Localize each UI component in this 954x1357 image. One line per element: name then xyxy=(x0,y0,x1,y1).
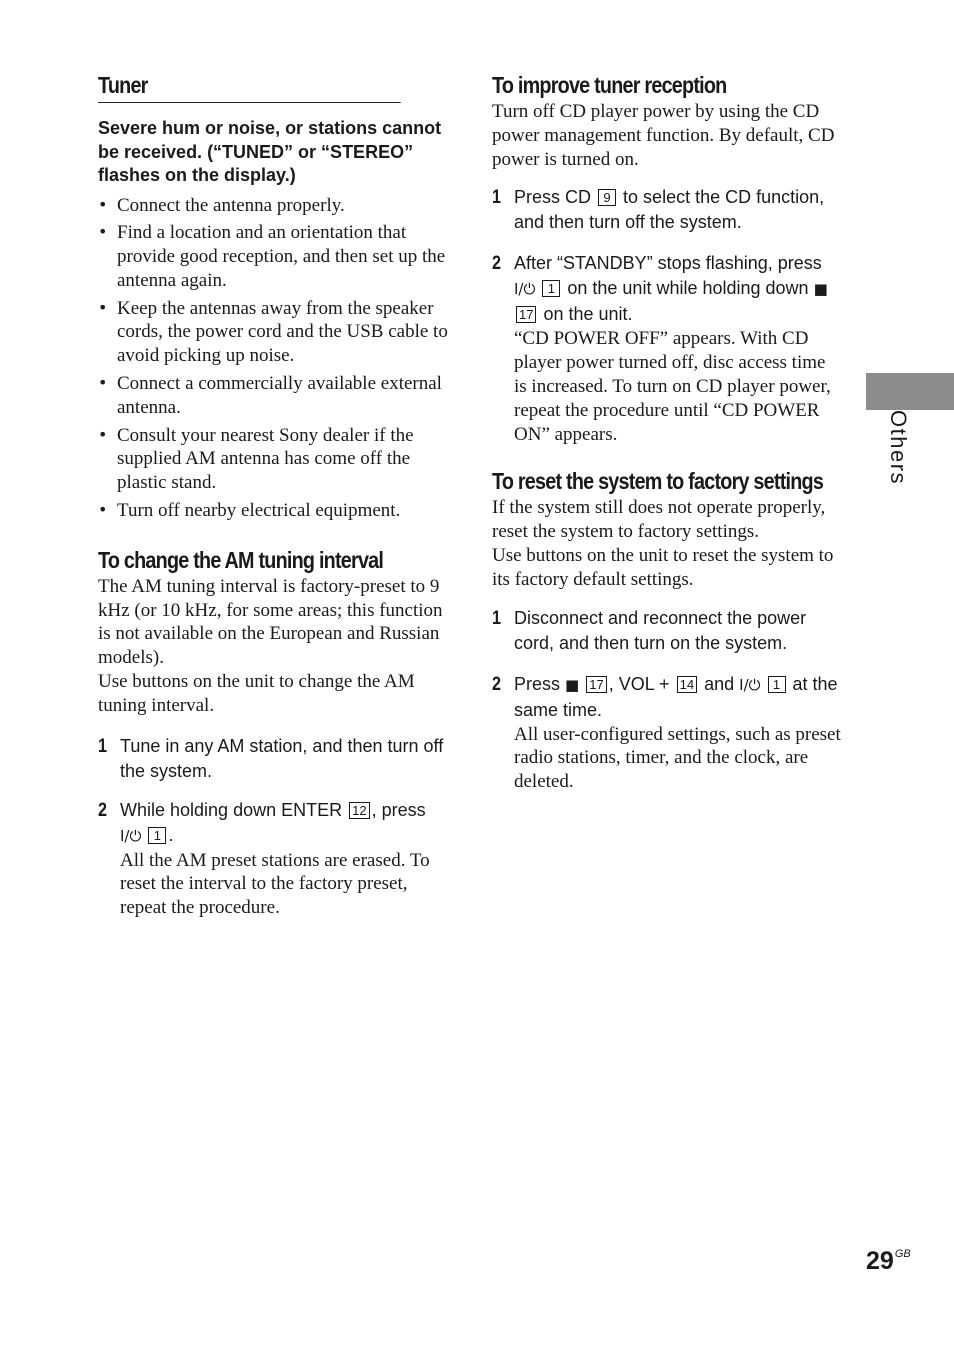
power-icon: I/⏻ xyxy=(120,826,142,845)
reception-intro: Turn off CD player power by using the CD power management function. By default, CD power is turned on. xyxy=(492,101,835,170)
left-column xyxy=(98,70,450,920)
page-number: $29^{GB}$ xyxy=(866,1247,911,1275)
factory-intro: If the system still does not operate properly, reset the system to factory settings. xyxy=(492,497,826,543)
am-step-2 xyxy=(98,798,450,920)
stop-icon: ■ xyxy=(813,280,828,299)
step-number: 2 xyxy=(98,799,107,821)
step-text: After “STANDBY” stops flashing, press I/⏻ 1 on the unit while holding down ■ 17 on the unit. xyxy=(514,253,828,325)
list-item: • Keep the antennas away from the speaker cords, the power cord and the USB cable to avoid picking up noise. xyxy=(98,297,448,367)
step-text: While holding down ENTER 12 , press I/⏻ 1 . xyxy=(120,799,426,845)
bullet-icon: • xyxy=(98,194,108,214)
step-number: 2 xyxy=(492,253,501,275)
step-result: All user-configured settings, such as preset radio stations, timer, and the clock, are deleted. xyxy=(514,723,841,793)
cd-key-badge: 9 xyxy=(598,189,616,206)
power-key-badge: 1 xyxy=(148,827,166,844)
tuner-heading: Tuner xyxy=(98,70,401,103)
stop-icon: ■ xyxy=(565,675,580,694)
step-number: 1 xyxy=(492,607,501,629)
am-interval-heading: To change the AM tuning interval xyxy=(98,546,384,573)
reception-step-2 xyxy=(492,251,842,446)
step-result: All the AM preset stations are erased. To reset the interval to the factory preset, repeat the procedure. xyxy=(120,849,430,919)
factory-reset-heading: To reset the system to factory settings xyxy=(492,468,824,495)
enter-key-badge: 12 xyxy=(349,802,369,819)
factory-intro-2: Use buttons on the unit to reset the system to its factory default settings. xyxy=(492,544,834,590)
right-column xyxy=(492,70,842,794)
am-interval-intro: The AM tuning interval is factory-preset to 9 kHz (or 10 kHz, for some areas; this function is not available on the European and Russian models). xyxy=(98,575,443,669)
bullet-icon: • xyxy=(98,500,108,520)
list-item: • Connect the antenna properly. xyxy=(98,194,345,216)
stop-key-badge: 17 xyxy=(516,306,536,323)
am-step-1 xyxy=(98,734,450,784)
power-key-badge: 1 xyxy=(542,280,560,297)
stop-key-badge: 17 xyxy=(586,676,606,693)
side-tab-marker xyxy=(866,373,954,410)
am-interval-intro-2: Use buttons on the unit to change the AM tuning interval. xyxy=(98,671,415,716)
power-key-badge: 1 xyxy=(768,676,786,693)
bullet-icon: • xyxy=(98,373,108,393)
list-item: • Connect a commercially available external antenna. xyxy=(98,373,442,418)
reception-heading: To improve tuner reception xyxy=(492,72,727,98)
tuner-bullet-list xyxy=(98,194,450,523)
power-icon: I/⏻ xyxy=(514,280,536,299)
list-item: • Turn off nearby electrical equipment. xyxy=(98,500,401,522)
bullet-icon: • xyxy=(98,222,108,242)
step-text: Press ■ 17 , VOL + 14 and I/⏻ 1 at the same time. xyxy=(514,673,838,720)
list-item: • Consult your nearest Sony dealer if the supplied AM antenna has come off the plastic stand. xyxy=(98,424,414,494)
step-number: 1 xyxy=(492,187,501,209)
step-number: 2 xyxy=(492,673,501,695)
power-icon: I/⏻ xyxy=(739,675,761,694)
step-text: Disconnect and reconnect the power cord, and then turn on the system. xyxy=(514,607,807,653)
reception-step-1 xyxy=(492,185,842,235)
factory-step-2 xyxy=(492,672,842,794)
step-text: Tune in any AM station, and then turn off the system. xyxy=(120,735,444,781)
factory-step-1 xyxy=(492,606,842,656)
page-number-suffix: GB xyxy=(894,1248,911,1260)
vol-key-badge: 14 xyxy=(677,676,697,693)
step-result: “CD POWER OFF” appears. With CD player power turned off, disc access time is increased. To turn on CD player power, repeat the procedure until “CD POWER ON” appears. xyxy=(514,328,831,445)
list-item: • Find a location and an orientation that provide good reception, and then set up the antenna again. xyxy=(98,222,446,291)
bullet-icon: • xyxy=(98,424,108,444)
side-tab-label: Others xyxy=(886,410,911,486)
tuner-symptom: Severe hum or noise, or stations cannot be received. (“TUNED” or “STEREO” flashes on the display.) xyxy=(98,118,442,185)
step-number: 1 xyxy=(98,735,107,757)
bullet-icon: • xyxy=(98,297,108,317)
step-text: Press CD 9 to select the CD function, and then turn off the system. xyxy=(514,187,825,233)
